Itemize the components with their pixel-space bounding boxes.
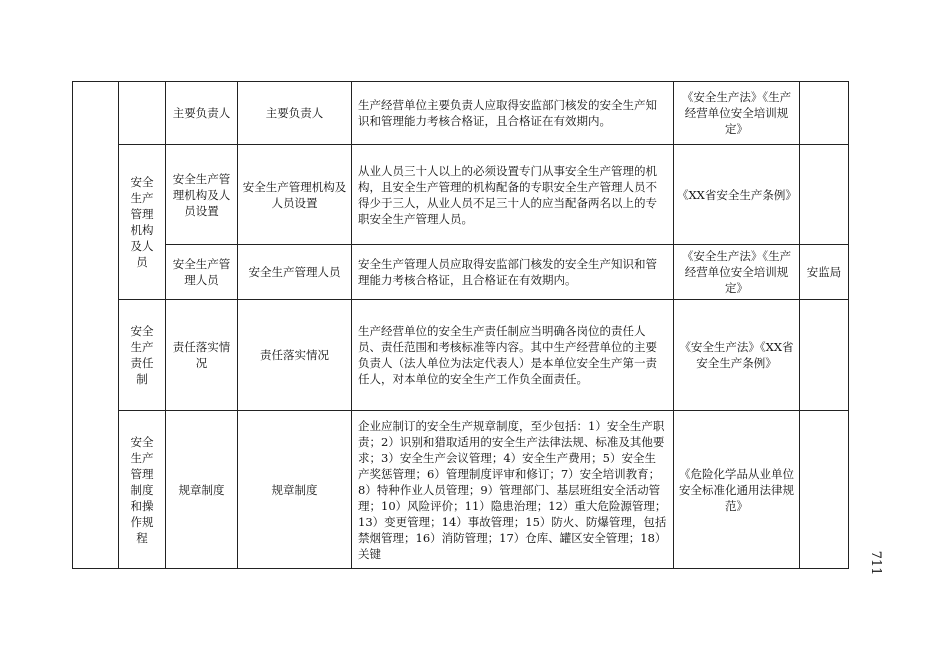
check-item-cell: 责任落实情况: [166, 300, 238, 411]
basis-cell: 《安全生产法》《生产经营单位安全培训规定》: [674, 82, 800, 145]
blank-cell: [800, 300, 849, 411]
check-item-cell: 主要负责人: [166, 82, 238, 145]
blank-cell: [800, 411, 849, 569]
category-cell: 安全生产管理制度和操作规程: [119, 411, 166, 569]
check-content-cell: 规章制度: [238, 411, 352, 569]
requirement-cell: 从业人员三十人以上的必须设置专门从事安全生产管理的机构，且安全生产管理的机构配备的专职安全生产管理人员不得少于三人，从业人员不足三十人的应当配备两名以上的专职安全生产管理人员。: [352, 145, 674, 245]
table-row: [73, 411, 849, 569]
blank-cell: [119, 82, 166, 145]
table-row: [73, 300, 849, 411]
check-content-cell: 责任落实情况: [238, 300, 352, 411]
table-row: [73, 245, 849, 300]
check-content-cell: 安全生产管理人员: [238, 245, 352, 300]
basis-cell: 《安全生产法》《生产经营单位安全培训规定》: [674, 245, 800, 300]
basis-cell: 《安全生产法》《XX省安全生产条例》: [674, 300, 800, 411]
requirement-cell: 生产经营单位的安全生产责任制应当明确各岗位的责任人员、责任范围和考核标准等内容。其中生产经营单位的主要负责人（法人单位为法定代表人）是本单位安全生产第一责任人，对本单位的安全生产工作负全面责任。: [352, 300, 674, 411]
category-cell: 安全生产管理机构及人员: [119, 145, 166, 300]
requirement-cell: 安全生产管理人员应取得安监部门核发的安全生产知识和管理能力考核合格证，且合格证在有效期内。: [352, 245, 674, 300]
regulation-table: [72, 81, 849, 569]
check-item-cell: 规章制度: [166, 411, 238, 569]
blank-cell: [800, 145, 849, 245]
check-content-cell: 安全生产管理机构及人员设置: [238, 145, 352, 245]
blank-cell: [800, 82, 849, 145]
check-content-cell: 主要负责人: [238, 82, 352, 145]
check-item-cell: 安全生产管理人员: [166, 245, 238, 300]
page-number: 711: [868, 550, 884, 576]
category-cell: 安全生产责任制: [119, 300, 166, 411]
department-cell: 安监局: [800, 245, 849, 300]
requirement-cell: 生产经营单位主要负责人应取得安监部门核发的安全生产知识和管理能力考核合格证，且合格证在有效期内。: [352, 82, 674, 145]
table-row: [73, 82, 849, 145]
check-item-cell: 安全生产管理机构及人员设置: [166, 145, 238, 245]
requirement-cell: 企业应制订的安全生产规章制度，至少包括：1）安全生产职责；2）识别和猎取适用的安全生产法律法规、标准及其他要求；3）安全生产会议管理；4）安全生产费用；5）安全生产奖惩管理；6）管理制度评审和修订；7）安全培训教育；8）特种作业人员管理；9）管理部门、基层班组安全活动管理；10）风险评价；11）隐患治理；12）重大危险源管理；13）变更管理；14）事故管理；15）防火、防爆管理，包括禁烟管理；16）消防管理；17）仓库、罐区安全管理；18）关键: [352, 411, 674, 569]
basis-cell: 《XX省安全生产条例》: [674, 145, 800, 245]
blank-cell: [73, 82, 119, 569]
table-row: [73, 145, 849, 245]
basis-cell: 《危险化学品从业单位安全标准化通用法律规范》: [674, 411, 800, 569]
